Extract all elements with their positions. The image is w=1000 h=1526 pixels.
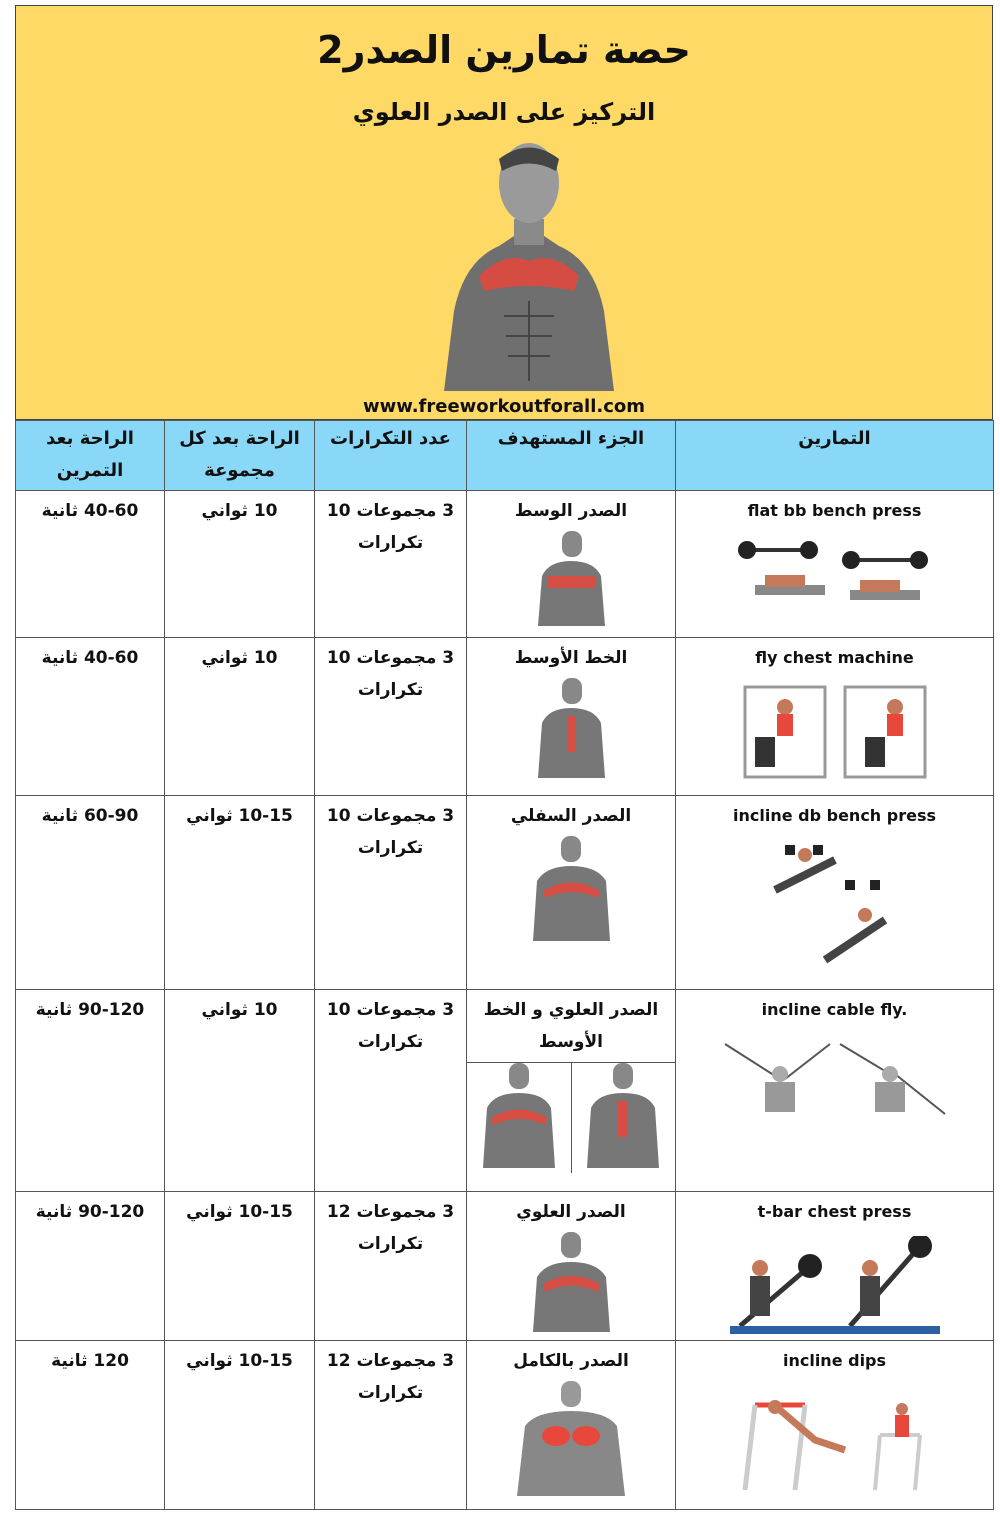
target-cell [467, 491, 676, 638]
target-muscle-figure [529, 1232, 614, 1332]
target-muscle: الصدر الوسط [514, 501, 628, 521]
target-muscle-figure [583, 1063, 663, 1168]
reps-cell: 3 مجموعات 10 تكرارات [315, 990, 467, 1192]
rest-set-cell: 10 ثواني [165, 990, 315, 1192]
target-muscle: الصدر بالكامل [513, 1351, 629, 1371]
target-muscle: الصدر السفلي [510, 806, 632, 826]
target-muscle: الخط الأوسط [514, 648, 628, 668]
rest-exercise-cell: 40-60 ثانية [16, 491, 165, 638]
col-exercise: التمارين [676, 421, 994, 491]
target-muscle: الصدر العلوي [516, 1202, 626, 1222]
table-row [16, 1192, 994, 1341]
reps-cell: 3 مجموعات 10 تكرارات [315, 796, 467, 990]
t-bar-press-illustration [730, 1236, 940, 1336]
rest-exercise-cell: 60-90 ثانية [16, 796, 165, 990]
exercise-name: t-bar chest press [757, 1202, 912, 1221]
exercise-name: incline cable fly. [761, 1000, 908, 1019]
target-muscle-figure [529, 836, 614, 941]
col-rest-set: الراحة بعد كل مجموعة [165, 421, 315, 491]
table-row [16, 638, 994, 796]
col-target: الجزء المستهدف [467, 421, 676, 491]
table-row [16, 796, 994, 990]
table-row [16, 491, 994, 638]
rest-exercise-cell: 120 ثانية [16, 1341, 165, 1510]
reps-cell: 3 مجموعات 10 تكرارات [315, 638, 467, 796]
reps-cell: 3 مجموعات 10 تكرارات [315, 491, 467, 638]
target-cell [467, 638, 676, 796]
target-muscle-figure [534, 531, 609, 626]
exercise-cell [676, 990, 994, 1192]
page-title: حصة تمارين الصدر2 [317, 28, 691, 72]
rest-set-cell: 10 ثواني [165, 491, 315, 638]
exercise-cell [676, 491, 994, 638]
rest-set-cell: 10-15 ثواني [165, 1341, 315, 1510]
target-cell [467, 990, 676, 1192]
rest-set-cell: 10-15 ثواني [165, 796, 315, 990]
table-header-row [16, 421, 994, 491]
exercise-name: flat bb bench press [747, 501, 922, 520]
target-cell [467, 1341, 676, 1510]
reps-cell: 3 مجموعات 12 تكرارات [315, 1341, 467, 1510]
col-reps: عدد التكرارات [315, 421, 467, 491]
rest-exercise-cell: 40-60 ثانية [16, 638, 165, 796]
rest-exercise-cell: 90-120 ثانية [16, 1192, 165, 1341]
exercise-name: incline db bench press [733, 806, 936, 825]
cable-fly-illustration [720, 1034, 950, 1134]
target-muscle-figure [511, 1381, 631, 1496]
exercise-cell [676, 1192, 994, 1341]
exercise-cell [676, 1341, 994, 1510]
table-row [16, 990, 994, 1192]
target-cell [467, 1192, 676, 1341]
exercise-name: fly chest machine [755, 648, 914, 667]
target-muscle: الصدر العلوي و الخط الأوسط [483, 1000, 659, 1052]
header-banner [15, 5, 993, 420]
target-muscle-figure [534, 678, 609, 778]
exercise-cell [676, 796, 994, 990]
target-cell [467, 796, 676, 990]
col-rest-exercise: الراحة بعد التمرين [16, 421, 165, 491]
reps-cell: 3 مجموعات 12 تكرارات [315, 1192, 467, 1341]
chest-model-image [424, 141, 634, 391]
rest-set-cell: 10 ثواني [165, 638, 315, 796]
rest-set-cell: 10-15 ثواني [165, 1192, 315, 1341]
exercise-cell [676, 638, 994, 796]
table-row [16, 1341, 994, 1510]
bench-press-illustration [735, 535, 935, 615]
website-url: www.freeworkoutforall.com [362, 396, 646, 417]
target-figures [467, 1062, 675, 1173]
target-muscle-figure [479, 1063, 559, 1168]
incline-db-press-illustration [755, 840, 915, 970]
workout-table [15, 420, 994, 1510]
page-subtitle: التركيز على الصدر العلوي [352, 98, 656, 126]
fly-machine-illustration [735, 682, 935, 782]
rest-exercise-cell: 90-120 ثانية [16, 990, 165, 1192]
incline-dips-illustration [735, 1385, 935, 1495]
exercise-name: incline dips [782, 1351, 887, 1370]
